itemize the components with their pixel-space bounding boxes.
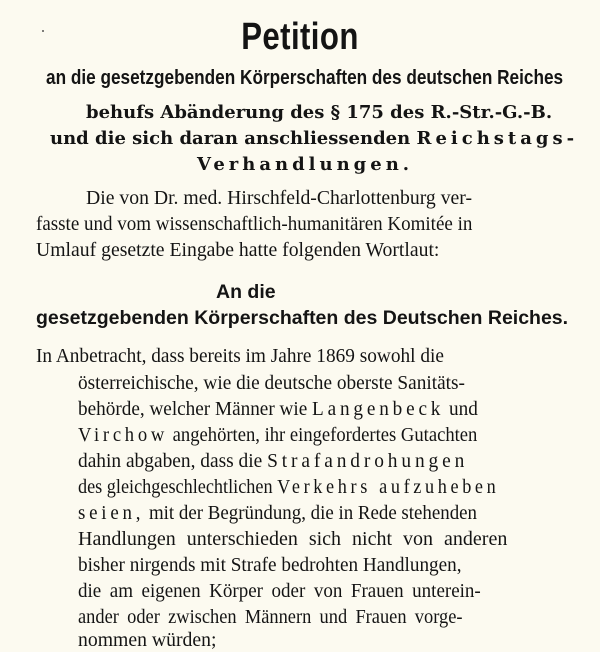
intro-line-3: Umlauf gesetzte Eingabe hatte folgenden Wortlaut: — [36, 239, 440, 261]
body-line-5-a: dahin abgaben, dass die — [78, 450, 263, 472]
body-line-5-spaced: Strafandrohungen — [267, 450, 469, 472]
intro-line-1: Die von Dr. med. Hirschfeld-Charlottenburg ver- — [86, 187, 473, 209]
body-line-2: österreichische, wie die deutsche oberste Sanitäts- — [78, 372, 465, 394]
address-line-2: gesetzgebenden Körperschaften des Deutschen Reiches. — [36, 307, 569, 329]
body-line-6-a: des gleichgeschlechtlichen — [78, 476, 273, 498]
body-line-7-spaced: seien, — [78, 502, 145, 524]
body-line-4-spaced: Virchow — [78, 424, 169, 446]
body-line-11: ander oder zwischen Männern und Frauen vorge- — [78, 606, 463, 628]
body-line-4 — [78, 423, 477, 447]
body-line-3 — [78, 397, 478, 421]
body-line-7 — [78, 501, 477, 525]
body-line-1: In Anbetracht, dass bereits im Jahre 1869 sowohl die — [36, 345, 444, 367]
print-speck — [42, 30, 44, 32]
purpose-line-3: Verhandlungen. — [197, 154, 414, 175]
address-line-1: An die — [216, 281, 276, 303]
body-line-12: nommen würden; — [78, 629, 217, 651]
body-line-8: Handlungen unterschieden sich nicht von anderen — [78, 528, 508, 550]
purpose-line-2-spaced: Reichstags- — [416, 128, 579, 149]
body-line-9: bisher nirgends mit Strafe bedrohten Handlungen, — [78, 554, 462, 576]
body-line-6 — [78, 475, 499, 499]
body-line-6-spaced: Verkehrs aufzuheben — [277, 476, 500, 498]
body-line-3-b: und — [449, 398, 478, 420]
purpose-line-2 — [50, 127, 578, 151]
page-title: Petition — [241, 16, 359, 58]
intro-line-2: fasste und vom wissenschaftlich-humanitären Komitée in — [36, 213, 473, 235]
subtitle: an die gesetzgebenden Körperschaften des deutschen Reiches — [46, 67, 564, 89]
purpose-line-2-text: und die sich daran anschliessenden — [50, 128, 411, 149]
body-line-3-a: behörde, welcher Männer wie — [78, 398, 308, 420]
body-line-3-spaced: Langenbeck — [312, 398, 445, 420]
body-line-10: die am eigenen Körper oder von Frauen unterein- — [78, 580, 481, 602]
purpose-line-1: behufs Abänderung des § 175 des R.-Str.-G.-B. — [86, 102, 553, 123]
body-line-4-b: angehörten, ihr eingefordertes Gutachten — [172, 424, 478, 446]
body-line-5 — [78, 449, 468, 473]
body-line-7-b: mit der Begründung, die in Rede stehenden — [148, 502, 478, 524]
